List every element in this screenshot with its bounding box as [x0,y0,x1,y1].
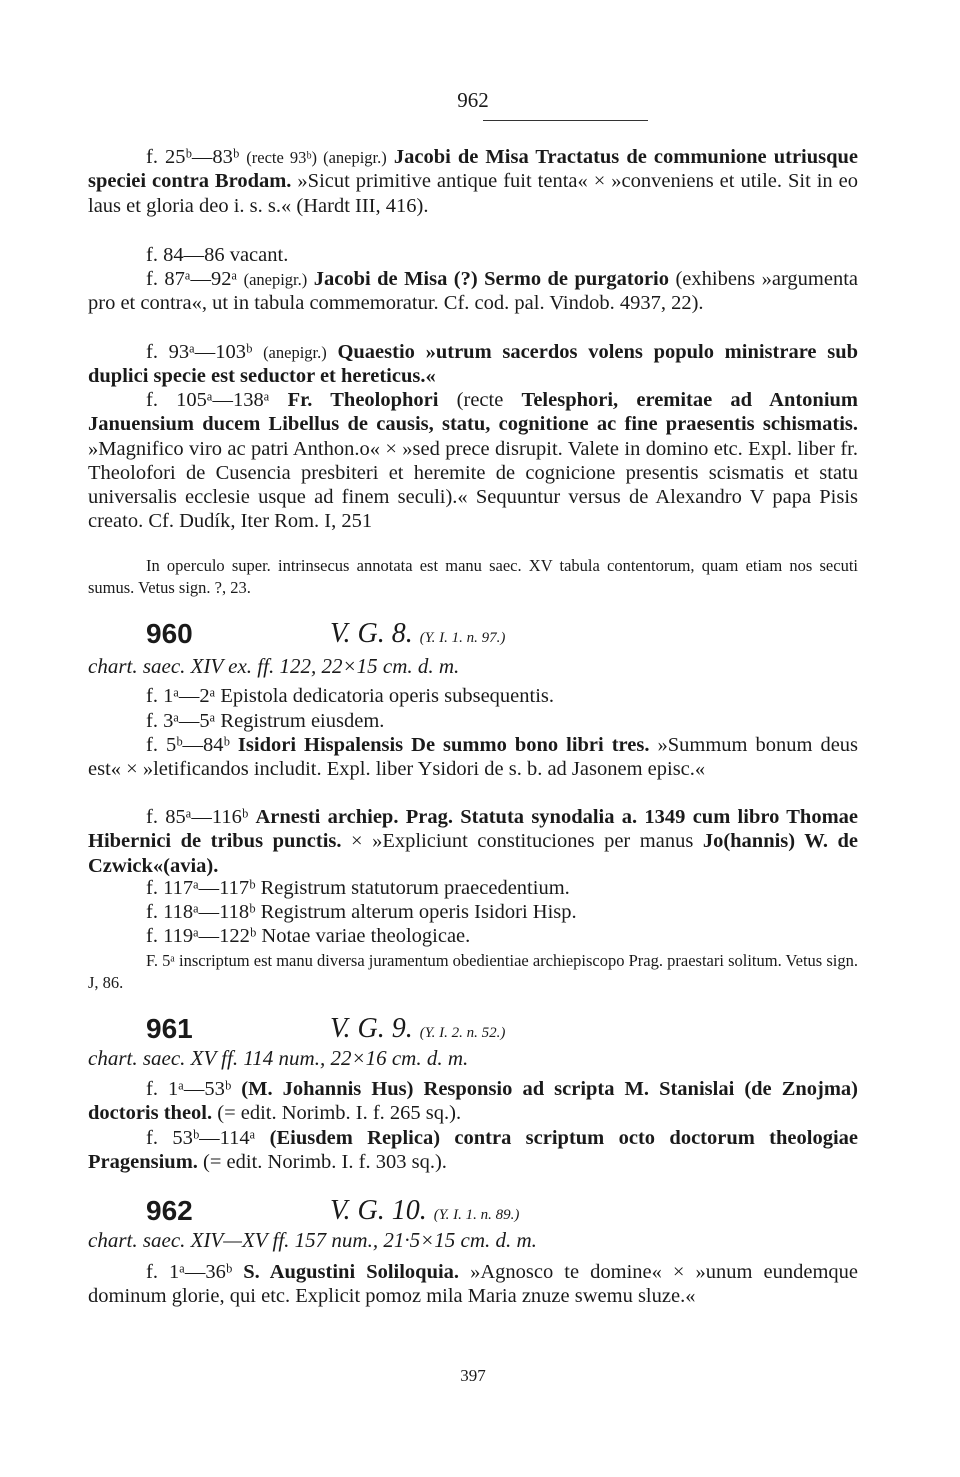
entry-note: (recte 93ᵇ) (anepigr.) [246,148,387,167]
shelfmark [330,618,505,650]
entry-title: Quaestio »utrum sacerdos volens populo ministrare sub duplici specie est seductor et hereticus.« [88,341,859,388]
entry-text: »Magnifico viro ac patri Anthon.o« × »sed prece disrupit. Valete in domino etc. Expl. liber fr. Theolofori de Cusencia presbiteri et heremite de cognicione presentis scismatis et statu universalis ecclesie usque ad finem seculi).« Sequuntur versus de Alexandro V papa Pisis creato. Cf. Dudík, Iter Rom. I, 251 [88,437,858,533]
codex-heading-962 [88,1195,858,1229]
codex-description: chart. saec. XIV ex. ff. 122, 22×15 cm. d. m. [88,654,460,678]
entry-f87 [88,267,858,316]
folio-ref: f. 93ᵃ—103ᵇ [146,341,253,363]
entry-title: Jo(hannis) W. de Czwick«(avia). [88,830,858,877]
entry-title: Jacobi de Misa Tractatus de communione utriusque speciei contra Brodam. [88,146,859,193]
note-text: F. 5ᵃ inscriptum est manu diversa juramentum obedientiae archiepiscopo Prag. praestari solitum. Vetus sign. J, 86. [88,951,858,992]
entry-title: Jacobi de Misa (?) Sermo de purgatorio [313,268,669,290]
entry-text: f. 1ᵃ—2ᵃ Epistola dedicatoria operis subsequentis. [146,685,555,707]
entry-961-1 [88,1077,858,1126]
page-number: 962 [457,88,489,112]
entry-f84 [88,243,858,267]
old-shelfmark: (Y. I. 2. n. 52.) [419,1025,506,1041]
shelfmark-text: V. G. 10. [330,1195,427,1226]
entry-961-2 [88,1126,858,1175]
folio-ref: f. 53ᵇ—114ᵃ [146,1127,256,1149]
entry-f93 [88,340,858,389]
entry-text: (= edit. Norimb. I. f. 303 sq.). [203,1151,447,1174]
shelfmark [330,1195,519,1227]
codex-description: chart. saec. XIV—XV ff. 157 num., 21·5×15 cm. d. m. [88,1228,537,1252]
folio-ref: f. 1ᵃ—36ᵇ [146,1261,233,1283]
entry-title: Arnesti archiep. Prag. Statuta synodalia a. 1349 cum libro Thomae Hibernici de tribus punctis. [88,806,858,853]
folio-ref: f. 1ᵃ—53ᵇ [146,1078,232,1100]
entry-text: f. 117ᵃ—117ᵇ Registrum statutorum praecedentium. [146,877,570,899]
entry-960-3 [88,733,858,782]
old-shelfmark: (Y. I. 1. n. 97.) [419,630,506,646]
entry-title: (M. Johannis Hus) Responsio ad scripta M. Stanislai (de Znojma) doctoris theol. [88,1078,859,1125]
entry-title: Isidori Hispalensis De summo bono libri tres. [237,734,650,756]
entry-text: × »Expliciunt constituciones per manus [351,830,694,853]
codex-number: 960 [146,618,193,649]
entry-text: (exhibens »argumenta pro et contra«, ut in tabula commemoratur. Cf. cod. pal. Vindob. 4937, 22). [88,268,858,315]
old-shelfmark: (Y. I. 1. n. 89.) [433,1207,520,1223]
entry-f105 [88,388,858,534]
entry-960-5 [88,876,858,900]
folio-ref: f. 25ᵇ—83ᵇ [146,146,240,168]
header-rule [483,120,648,121]
folio-ref: f. 87ᵃ—92ᵃ [146,268,238,290]
entry-text: f. 3ᵃ—5ᵃ Registrum eiusdem. [146,710,385,732]
note-text: In operculo super. intrinsecus annotata est manu saec. XV tabula contentorum, quam etiam nos secuti sumus. Vetus sign. ?, 23. [88,556,858,597]
codex-heading-961 [88,1013,858,1047]
shelfmark-text: V. G. 9. [330,1013,413,1044]
entry-text: f. 118ᵃ—118ᵇ Registrum alterum operis Isidori Hisp. [146,901,577,923]
codex-note [88,555,858,598]
entry-960-4 [88,805,858,878]
entry-text: »Sicut primitive antique fuit tenta« × »conveniens et utile. Sit in eo laus et gloria deo i. s. s.« (Hardt III, 416). [88,170,859,217]
entry-962-1 [88,1260,858,1309]
codex-number: 961 [146,1013,193,1044]
entry-title: Fr. Theolophori [287,389,439,411]
entry-note: (anepigr.) [243,270,308,289]
entry-text: (= edit. Norimb. I. f. 265 sq.). [217,1102,462,1125]
entry-text: »Agnosco te domine« × »unum eundemque dominum glorie, qui etc. Explicit pomoz mila Maria znuze swemu sluze.« [88,1261,859,1308]
entry-f25 [88,145,858,218]
entry-960-2 [88,709,858,733]
footer-number: 397 [460,1366,486,1385]
entry-note: (anepigr.) [263,343,327,362]
entry-title: S. Augustini Soliloquia. [243,1261,460,1283]
entry-title: (Eiusdem Replica) contra scriptum octo doctorum theologiae Pragensium. [88,1127,859,1174]
entry-960-7 [88,924,858,948]
codex-heading-960 [88,618,858,652]
folio-ref: f. 85ᵃ—116ᵇ [146,806,249,828]
entry-text: f. 84—86 vacant. [146,244,289,266]
entry-960-6 [88,900,858,924]
entry-text: »Summum bonum deus est« × »letificandos includit. Expl. liber Ysidori de s. b. ad Jasonem episc.« [88,734,859,781]
codex-number: 962 [146,1195,193,1226]
entry-title: Telesphori, eremitae ad Antonium Januensium ducem Libellus de causis, statu, cognitione ac fine praesentis schismatis. [88,389,859,436]
codex-note [88,950,858,993]
entry-text: f. 119ᵃ—122ᵇ Notae variae theologicae. [146,925,471,947]
entry-text: (recte [456,389,504,411]
shelfmark [330,1013,505,1045]
folio-ref: f. 105ᵃ—138ᵃ [146,389,270,411]
codex-description: chart. saec. XV ff. 114 num., 22×16 cm. d. m. [88,1046,469,1070]
shelfmark-text: V. G. 8. [330,618,413,649]
folio-ref: f. 5ᵇ—84ᵇ [146,734,230,756]
entry-960-1 [88,684,858,708]
